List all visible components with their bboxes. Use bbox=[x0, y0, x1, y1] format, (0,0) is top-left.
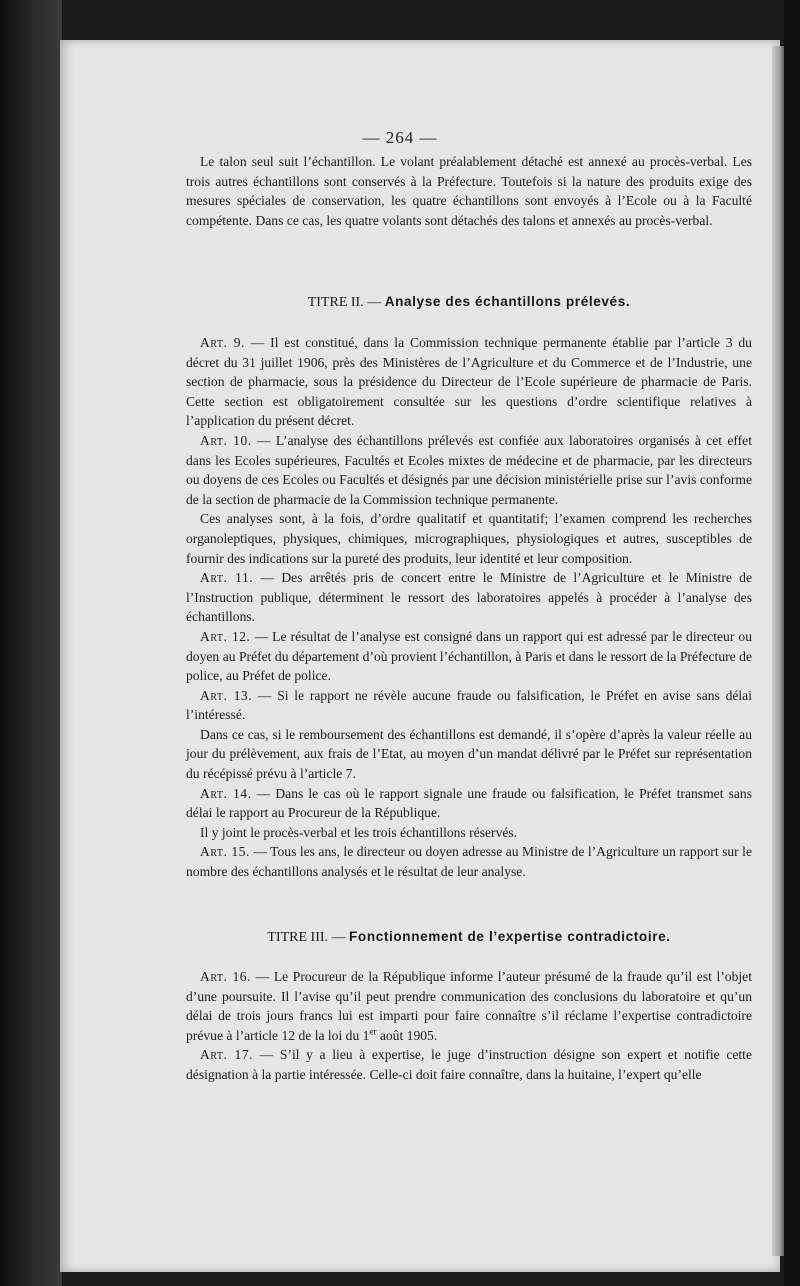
ordinal-superscript: er bbox=[369, 1026, 377, 1037]
titre-ii-title: Analyse des échantillons prélevés. bbox=[384, 294, 631, 309]
book-edge-right bbox=[784, 0, 800, 1286]
titre-iii-title: Fonctionnement de l’expertise contradictoire. bbox=[349, 929, 671, 944]
article-text: — Tous les ans, le directeur ou doyen adresse au Ministre de l’Agriculture un rapport sur le nombre des échantillons analysés et le résultat de leur analyse. bbox=[186, 844, 752, 880]
article-label: Art. 17. bbox=[200, 1047, 254, 1063]
article-17 bbox=[186, 1045, 752, 1084]
article-text: Ces analyses sont, à la fois, d’ordre qualitatif et quantitatif; l’examen comprend les recherches organoleptiques, physiques, chimiques, micrographiques, physiologiques et autres, susceptibles de fournir des indications sur la pureté des produits, leur identité et leur composition. bbox=[186, 511, 752, 566]
article-label: Art. 10. bbox=[200, 432, 252, 448]
article-12 bbox=[186, 627, 752, 686]
intro-text: Le talon seul suit l’échantillon. Le volant préalablement détaché est annexé au procès-verbal. Les trois autres échantillons sont conservés à la Préfecture. Toutefois si la nature des produits exige des mesures spéciales de conservation, les quatre échantillons sont envoyés à l’Ecole ou à la Faculté compétente. Dans ce cas, les quatre volants sont détachés des talons et annexés au procès-verbal. bbox=[186, 154, 752, 228]
intro-paragraph bbox=[186, 152, 752, 230]
article-label: Art. 14. bbox=[200, 785, 252, 801]
article-label: Art. 15. bbox=[200, 844, 250, 860]
article-text: août 1905. bbox=[376, 1027, 438, 1043]
article-text: Dans ce cas, si le remboursement des échantillons est demandé, il s’opère d’après la valeur réelle au jour du prélèvement, aux frais de l’Etat, au moyen d’un mandat délivré par le Préfet sur représentation du récépissé prévu à l’article 7. bbox=[186, 726, 752, 782]
article-16 bbox=[186, 967, 752, 1045]
article-14-continued bbox=[186, 823, 752, 843]
article-text: — Le résultat de l’analyse est consigné dans un rapport qui est adressé par le directeur ou doyen au Préfet du département d’où provient l’échantillon, à Paris et dans le ressort de la Préfecture de police, au Préfet de police. bbox=[186, 628, 752, 684]
titre-iii-articles bbox=[186, 967, 752, 1085]
titre-ii-label: TITRE II. — bbox=[307, 295, 382, 310]
article-label: Art. 16. bbox=[200, 969, 251, 984]
article-text: — L’analyse des échantillons prélevés est confiée aux laboratoires organisés à cet effet dans les Ecoles supérieures, Facultés et Ecoles mixtes de médecine et de pharmacie, par les directeurs ou doyens de ces Ecoles ou Facultés et désignés par une décision ministérielle prise sur l’avis conforme de la section de pharmacie de la Commission technique permanente. bbox=[186, 432, 752, 507]
titre-ii-articles bbox=[186, 333, 752, 882]
article-text: — Dans le cas où le rapport signale une fraude ou falsification, le Préfet transmet sans délai le rapport au Procureur de la République. bbox=[186, 785, 752, 821]
article-text: — Le Procureur de la République informe l’auteur présumé de la fraude qu’il est l’objet d’une poursuite. Il l’avise qu’il peut prendre communication des conclusions du laboratoire et qu’un délai de trois jours francs lui est imparti pour faire connaître s’il réclame l’expertise contradictoire prévue à l’article 12 de la loi du 1 bbox=[186, 969, 752, 1043]
titre-iii-heading bbox=[186, 929, 752, 946]
article-label: Art. 12. bbox=[200, 628, 251, 644]
article-13-continued bbox=[186, 725, 752, 784]
article-13 bbox=[186, 686, 752, 725]
article-10-continued bbox=[186, 509, 752, 568]
article-14 bbox=[186, 784, 752, 823]
article-label: Art. 9. bbox=[200, 335, 245, 350]
article-text: — Des arrêtés pris de concert entre le Ministre de l’Agriculture et le Ministre de l’Instruction publique, déterminent le ressort des laboratoires appelés à procéder à l’analyse des échantillons. bbox=[186, 570, 752, 625]
article-text: — Il est constitué, dans la Commission technique permanente établie par l’article 3 du décret du 31 juillet 1906, près des Ministères de l’Agriculture et du Commerce et de l’Industrie, une section de pharmacie, sous la présidence du Directeur de l’Ecole supérieure de pharmacie de Paris. Cette section est obligatoirement consultée sur les questions d’ordre scientifique relatives à l’application du présent décret. bbox=[186, 335, 752, 429]
article-text: — Si le rapport ne révèle aucune fraude ou falsification, le Préfet en avise sans délai l’intéressé. bbox=[186, 687, 752, 723]
page-number: — 264 — bbox=[362, 128, 438, 147]
article-9 bbox=[186, 333, 752, 431]
book-binding-shadow bbox=[0, 0, 62, 1286]
titre-iii-label: TITRE III. — bbox=[267, 930, 346, 945]
article-label: Art. 13. bbox=[200, 687, 253, 703]
article-15 bbox=[186, 842, 752, 881]
article-10 bbox=[186, 431, 752, 509]
article-label: Art. 11. bbox=[200, 570, 254, 586]
article-text: — S’il y a lieu à expertise, le juge d’instruction désigne son expert et notifie cette désignation à la partie intéressée. Celle-ci doit faire connaître, dans la huitaine, l’expert qu’elle bbox=[186, 1047, 752, 1082]
article-11 bbox=[186, 568, 752, 627]
article-text: Il y joint le procès-verbal et les trois échantillons réservés. bbox=[200, 824, 518, 840]
titre-ii-heading bbox=[186, 294, 752, 311]
